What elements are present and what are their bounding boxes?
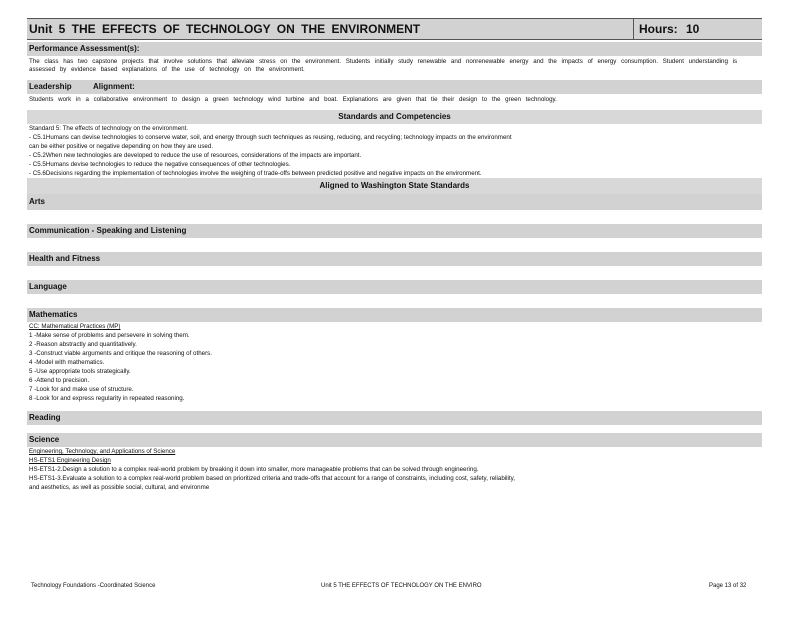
page-footer [29,583,764,593]
language-heading: Language [27,280,762,294]
hours-label: Hours: [639,22,678,36]
arts-heading: Arts [27,194,762,210]
standards-line: Standard 5: The effects of technology on the environment. [29,125,189,132]
health-heading: Health and Fitness [27,252,762,266]
document-page [27,18,762,492]
math-practice-item: 2 -Reason abstractly and quantitatively. [29,341,137,348]
communication-heading: Communication - Speaking and Listening [27,224,762,238]
math-practice-item: 1 -Make sense of problems and persevere in solving them. [29,332,190,339]
unit-title: Unit 5 THE EFFECTS OF TECHNOLOGY ON THE ENVIRONMENT [29,22,421,36]
math-practice-item: 4 -Model with mathematics. [29,359,105,366]
math-practice-item: 8 -Look for and express regularity in repeated reasoning. [29,395,185,402]
standards-line: - C5.2When new technologies are developed to reduce the use of resources, considerations of the impacts are important. [29,152,362,159]
leadership-text: Students work in a collaborative environment to design a green technology wind turbine and boat. Explanations are given that tie their design to the green technology. [29,96,557,103]
science-subheading: Engineering, Technology, and Applications of Science [29,448,176,455]
math-practice-item: 7 -Look for and make use of structure. [29,386,134,393]
hours-cell [633,19,763,39]
science-subheading-2: HS-ETS1 Engineering Design [29,457,111,464]
leadership-heading [27,80,762,94]
unit-header-row [27,18,762,40]
standards-heading: Standards and Competencies [27,110,762,124]
alignment-label: Alignment: [93,82,135,91]
performance-heading: Performance Assessment(s): [27,42,762,56]
math-practice-item: 5 -Use appropriate tools strategically. [29,368,131,375]
footer-unit: Unit 5 THE EFFECTS OF TECHNOLOGY ON THE ENVIRO [321,583,482,589]
leadership-label: Leadership [29,82,72,91]
science-heading: Science [27,433,762,447]
performance-text: The class has two capstone projects that involve solutions that alleviate stress on the environment. Students initially study renewable and nonrenewable energy and the impacts of energy consumption. Student understanding is assessed by evidence based explanations of the use of technology on the environment. [29,58,738,73]
science-standard-item: HS-ETS1-3.Evaluate a solution to a complex real-world problem based on prioritized criteria and trade-offs that account for a range of constraints, including cost, safety, reliability, [29,475,515,482]
reading-heading: Reading [27,411,762,425]
math-practice-item: 3 -Construct viable arguments and critique the reasoning of others. [29,350,212,357]
standards-line: - C5.1Humans can devise technologies to conserve water, soil, and energy through such techniques as reusing, reducing, and recycling; technology impacts on the environment [29,134,512,141]
standards-line: can be either positive or negative depending on how they are used. [29,143,214,150]
hours-value: 10 [686,22,700,36]
standards-line: - C5.6Decisions regarding the implementation of technologies involve the weighing of trade-offs between predicted positive and negative impacts on the environment. [29,170,482,177]
math-practice-item: 6 -Attend to precision. [29,377,90,384]
footer-course: Technology Foundations -Coordinated Science [31,583,156,589]
footer-page-number: Page 13 of 32 [709,583,747,589]
aligned-heading: Aligned to Washington State Standards [27,178,762,194]
science-standard-item: and aesthetics, as well as possible social, cultural, and environme [29,484,210,491]
science-standard-item: HS-ETS1-2.Design a solution to a complex real-world problem by breaking it down into smaller, more manageable problems that can be solved through engineering. [29,466,479,473]
math-subheading: CC: Mathematical Practices (MP) [29,323,121,330]
mathematics-heading: Mathematics [27,308,762,322]
standards-line: - C5.5Humans devise technologies to reduce the negative consequences of other technologies. [29,161,291,168]
